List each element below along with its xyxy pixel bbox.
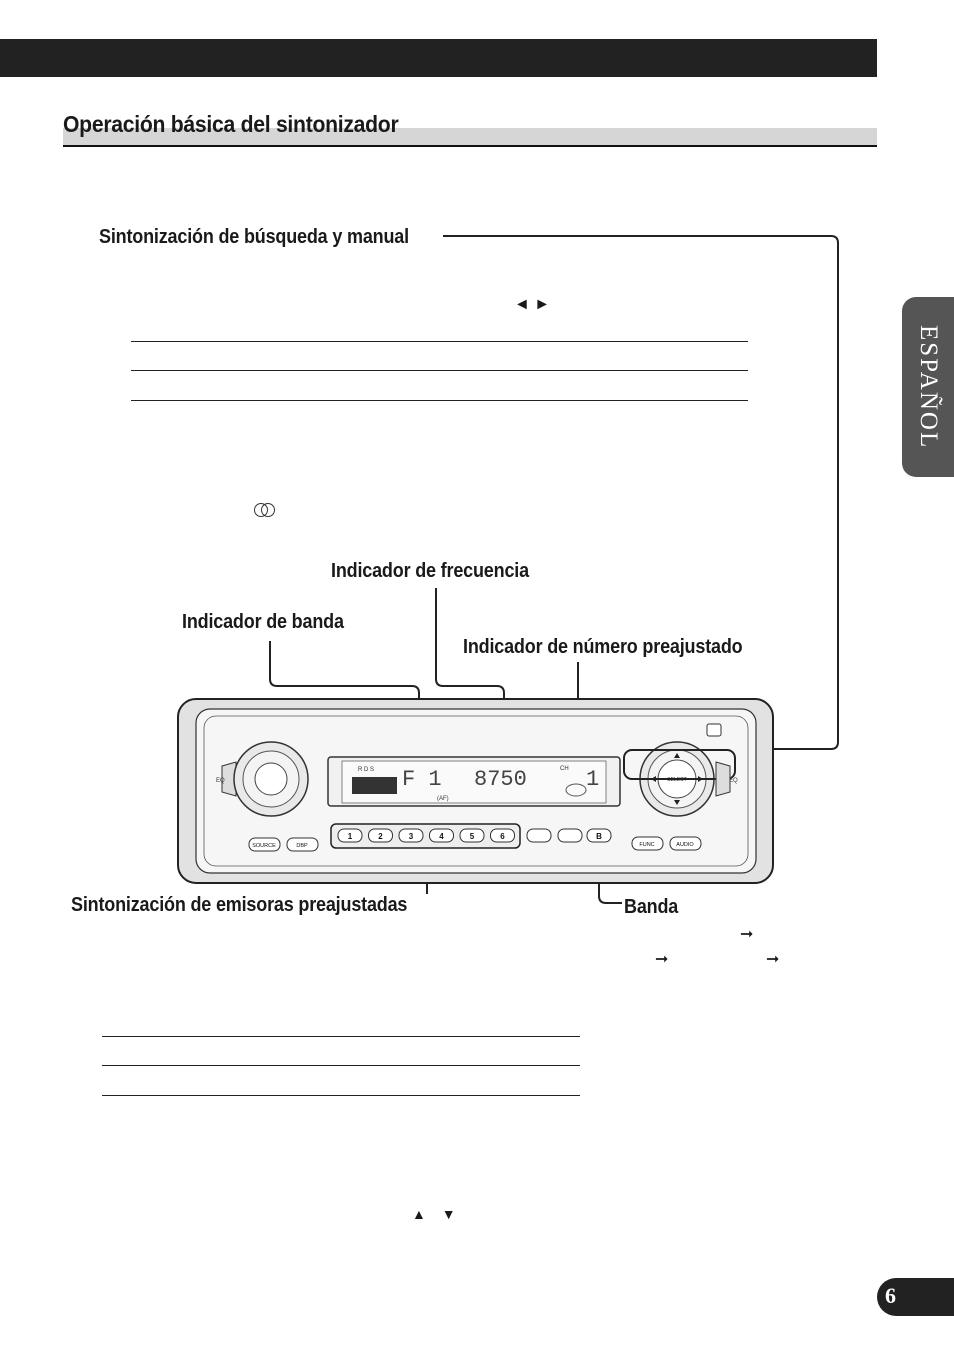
leader-seek-manual <box>443 236 838 749</box>
blank-button <box>527 829 551 842</box>
preset-button-label: 5 <box>469 832 475 841</box>
eject-button <box>707 724 721 736</box>
preset-button-label: 6 <box>500 832 505 841</box>
preset-readout: 1 <box>586 767 600 792</box>
audio-button-label: AUDIO <box>676 842 694 848</box>
preset-button-label: 1 <box>347 832 353 841</box>
ch-label: CH <box>560 766 569 772</box>
label-preset-number-indicator: Indicador de número preajustado <box>463 636 743 658</box>
band-readout: F 1 <box>402 767 442 792</box>
display-window <box>328 757 620 806</box>
language-tab-label: ESPAÑOL <box>915 324 942 450</box>
preset-button-label: 2 <box>378 832 383 841</box>
rds-label: R D S <box>358 767 375 773</box>
arrow-right-icon: ➞ <box>655 951 669 968</box>
left-right-arrows-icon: ◄ ► <box>514 296 551 313</box>
dbp-button-label: DBP <box>296 843 308 849</box>
page-number: 6 <box>885 1283 896 1308</box>
source-button-label: SOURCE <box>252 843 276 849</box>
label-band-indicator: Indicador de banda <box>182 611 344 633</box>
arrow-right-icon: ➞ <box>766 951 780 968</box>
arrow-right-icon: ➞ <box>740 926 754 943</box>
label-preset-tuning: Sintonización de emisoras preajustadas <box>71 894 408 916</box>
preset-button-label: 3 <box>408 832 414 841</box>
section-title: Operación básica del sintonizador <box>63 111 399 137</box>
band-button-label: B <box>596 832 602 841</box>
blank-button <box>558 829 582 842</box>
frequency-readout: 8750 <box>474 767 527 792</box>
eq-left-label: EQ <box>216 778 225 784</box>
up-down-arrows-icon: ▲ ▼ <box>412 1206 456 1222</box>
func-button-label: FUNC <box>639 842 655 848</box>
preset-button-label: 4 <box>439 832 444 841</box>
label-frequency-indicator: Indicador de frecuencia <box>331 560 529 582</box>
label-seek-manual: Sintonización de búsqueda y manual <box>99 226 409 248</box>
eq-right-label: EQ <box>729 778 738 784</box>
label-band: Banda <box>624 896 679 918</box>
af-label: (AF) <box>437 796 449 802</box>
select-button-label: SELECT <box>667 777 687 783</box>
